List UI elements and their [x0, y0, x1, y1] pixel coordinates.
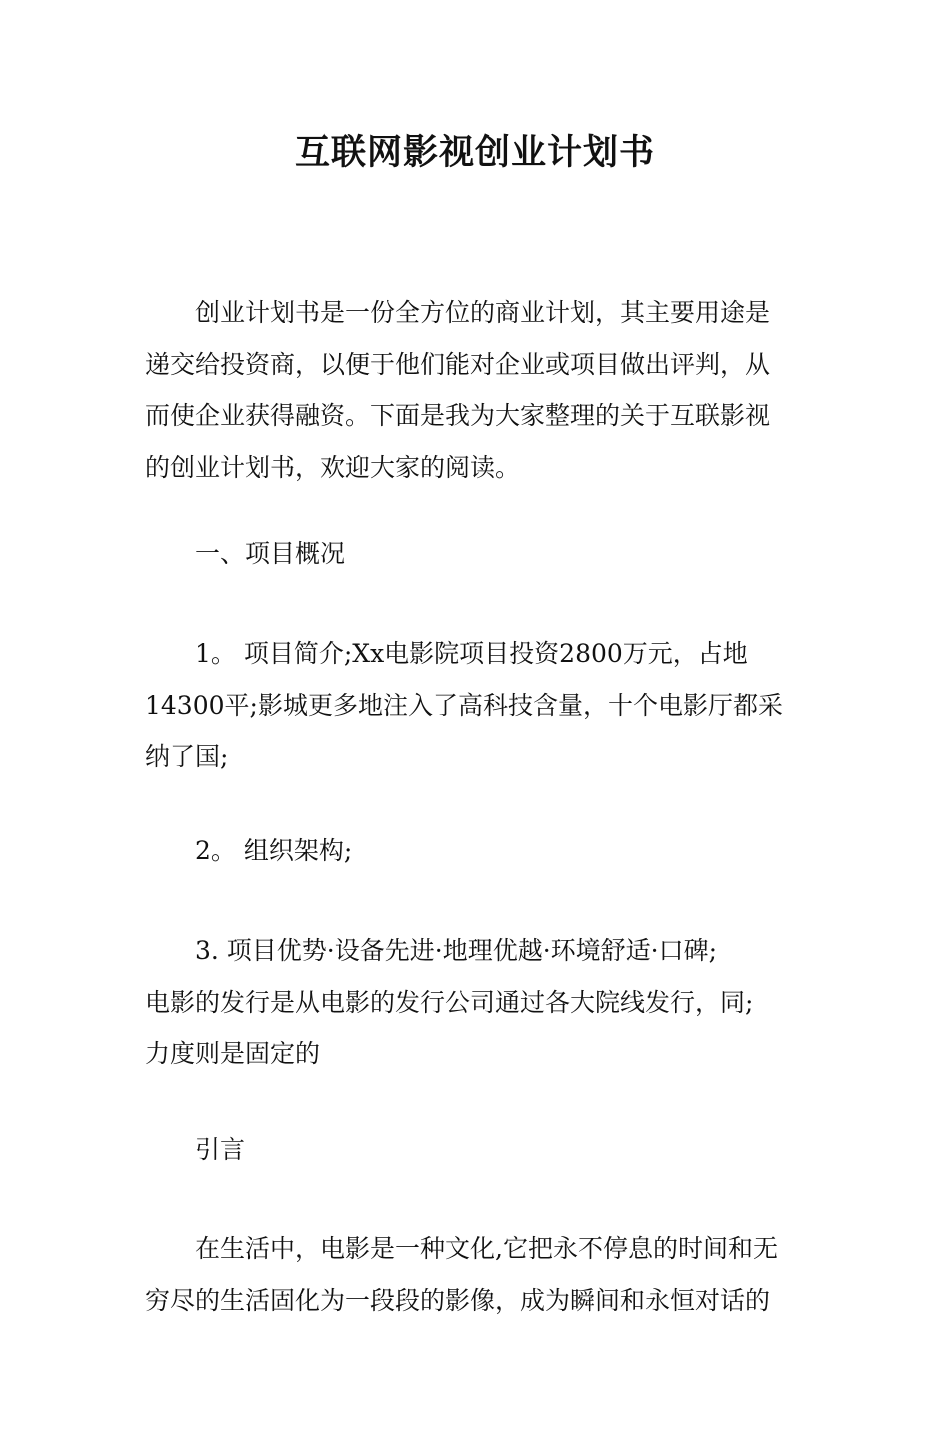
item-3-line: 电影的发行是从电影的发行公司通过各大院线发行，同;: [145, 987, 754, 1017]
intro-line: 创业计划书是一份全方位的商业计划，其主要用途是: [195, 298, 771, 327]
preface-line: 穷尽的生活固化为一段段的影像，成为瞬间和永恒对话的: [145, 1285, 771, 1315]
section-heading-text: 一、项目概况: [195, 539, 346, 568]
preface-heading-text: 引言: [195, 1135, 246, 1164]
document-title: 互联网影视创业计划书: [294, 132, 655, 173]
item-1-line: 1。 项目简介;Xx电影院项目投资2800万元，占地: [195, 639, 748, 668]
item-1-line: 纳了国;: [145, 742, 229, 771]
preface-paragraph: [145, 1120, 813, 1429]
item-1-line: 14300平;影城更多地注入了高科技含量，十个电影厅都采: [145, 690, 783, 720]
preface-line: 在生活中，电影是一种文化,它把永不停息的时间和无: [195, 1234, 778, 1263]
intro-line: 递交给投资商，以便于他们能对企业或项目做出评判，从: [145, 349, 771, 379]
intro-line: 而使企业获得融资。下面是我为大家整理的关于互联影视: [145, 401, 771, 430]
item-2-line: 2。 组织架构;: [195, 836, 353, 865]
intro-line: 的创业计划书，欢迎大家的阅读。: [145, 452, 521, 482]
item-3-line: 3. 项目优势·设备先进·地理优越·环境舒适·口碑;: [195, 936, 718, 965]
item-3-line: 力度则是固定的: [145, 1039, 321, 1068]
